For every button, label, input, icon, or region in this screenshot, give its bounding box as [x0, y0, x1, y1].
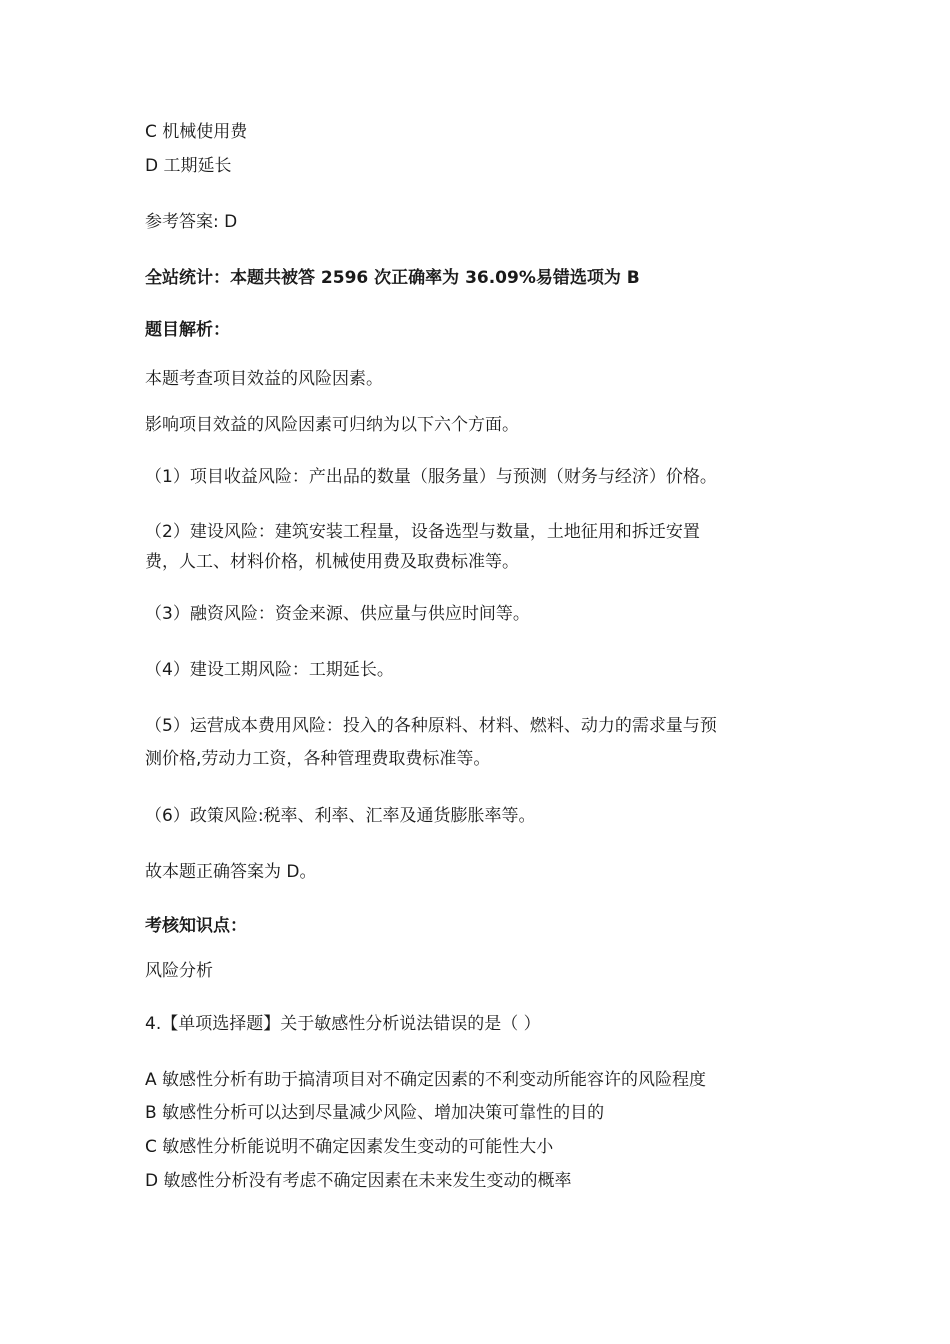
question-option-a: A 敏感性分析有助于搞清项目对不确定因素的不利变动所能容许的风险程度	[145, 1070, 707, 1090]
option-c: C 机械使用费	[145, 122, 248, 142]
question-option-c: C 敏感性分析能说明不确定因素发生变动的可能性大小	[145, 1137, 554, 1157]
question-stem: 4.【单项选择题】关于敏感性分析说法错误的是（ ）	[145, 1014, 541, 1034]
option-d: D 工期延长	[145, 156, 232, 176]
reference-answer: 参考答案: D	[145, 212, 238, 232]
analysis-heading: 题目解析：	[145, 320, 230, 340]
analysis-paragraph: 本题考查项目效益的风险因素。	[145, 369, 383, 389]
analysis-paragraph: 费，人工、材料价格，机械使用费及取费标准等。	[145, 552, 519, 572]
site-statistics: 全站统计：本题共被答 2596 次正确率为 36.09%易错选项为 B	[145, 268, 640, 288]
analysis-paragraph: 测价格,劳动力工资，各种管理费取费标准等。	[145, 749, 491, 769]
question-option-b: B 敏感性分析可以达到尽量减少风险、增加决策可靠性的目的	[145, 1103, 605, 1123]
analysis-paragraph: （5）运营成本费用风险：投入的各种原料、材料、燃料、动力的需求量与预	[145, 716, 717, 736]
analysis-paragraph: （4）建设工期风险：工期延长。	[145, 660, 394, 680]
analysis-paragraph: （3）融资风险：资金来源、供应量与供应时间等。	[145, 604, 530, 624]
analysis-paragraph: 影响项目效益的风险因素可归纳为以下六个方面。	[145, 415, 519, 435]
analysis-conclusion: 故本题正确答案为 D。	[145, 862, 317, 882]
knowledge-heading: 考核知识点：	[145, 916, 247, 936]
analysis-paragraph: （2）建设风险：建筑安装工程量，设备选型与数量，土地征用和拆迁安置	[145, 522, 700, 542]
analysis-paragraph: （6）政策风险:税率、利率、汇率及通货膨胀率等。	[145, 806, 536, 826]
question-option-d: D 敏感性分析没有考虑不确定因素在未来发生变动的概率	[145, 1171, 572, 1191]
analysis-paragraph: （1）项目收益风险：产出品的数量（服务量）与预测（财务与经济）价格。	[145, 467, 717, 487]
knowledge-point: 风险分析	[145, 961, 213, 981]
